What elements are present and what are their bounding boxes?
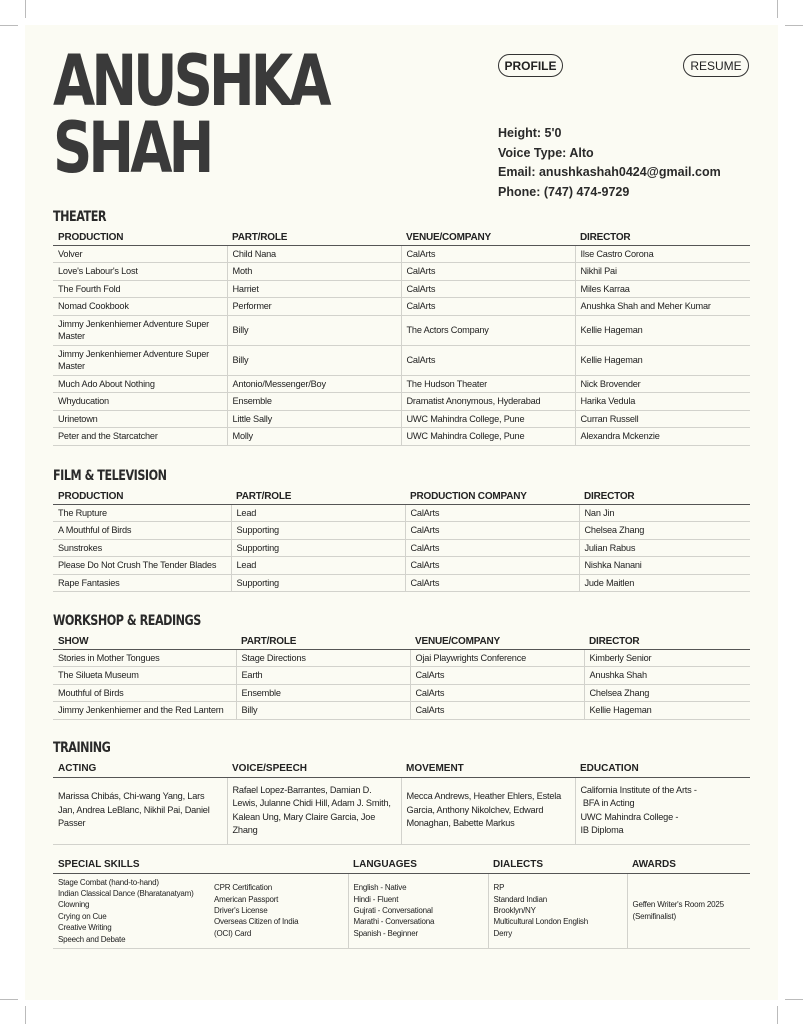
list-item: Derry <box>493 928 513 938</box>
list-item: (Semifinalist) <box>632 911 676 921</box>
table-cell: Little Sally <box>227 410 401 428</box>
workshop-header-row <box>53 634 750 649</box>
movement-teachers: Mecca Andrews, Heather Ehlers, Estela Garcia, Anthony Nikolchev, Edward Monaghan, Babette Markus <box>401 777 575 844</box>
table-cell: Please Do Not Crush The Tender Blades <box>53 557 231 575</box>
table-cell: Stories in Mother Tongues <box>53 649 236 667</box>
table-cell: Supporting <box>231 574 405 592</box>
table-cell: Harriet <box>227 280 401 298</box>
crop-mark <box>785 999 803 1000</box>
table-cell: CalArts <box>405 504 579 522</box>
col-header: DIRECTOR <box>584 634 750 649</box>
table-cell: The Rupture <box>53 504 231 522</box>
table-cell: Earth <box>236 667 410 685</box>
training-title: TRAINING <box>53 740 111 756</box>
table-cell: Kellie Hageman <box>575 345 750 375</box>
crop-mark <box>0 999 18 1000</box>
table-cell: Love's Labour's Lost <box>53 263 227 281</box>
film-header-row <box>53 489 750 504</box>
awards-list <box>627 873 750 948</box>
table-row <box>53 345 750 375</box>
training-row <box>53 777 750 844</box>
list-item: Multicultural London English <box>493 917 588 927</box>
table-cell: CalArts <box>401 245 575 263</box>
col-header: MOVEMENT <box>401 761 575 777</box>
table-cell: Ilse Castro Corona <box>575 245 750 263</box>
list-item: English - Native <box>353 883 407 893</box>
table-cell: Rape Fantasies <box>53 574 231 592</box>
table-row <box>53 702 750 720</box>
acting-teachers: Marissa Chibás, Chi-wang Yang, Lars Jan, Andrea LeBlanc, Nikhil Pai, Daniel Passer <box>53 777 227 844</box>
col-header: PART/ROLE <box>231 489 405 504</box>
list-item: Creative Writing <box>58 923 112 933</box>
table-cell: Anushka Shah and Meher Kumar <box>575 298 750 316</box>
crop-mark <box>777 0 778 18</box>
workshop-table <box>53 634 750 720</box>
table-cell: CalArts <box>405 539 579 557</box>
table-cell: Child Nana <box>227 245 401 263</box>
crop-mark <box>25 0 26 18</box>
table-cell: Urinetown <box>53 410 227 428</box>
table-row <box>53 410 750 428</box>
education-list <box>575 777 750 844</box>
col-header: ACTING <box>53 761 227 777</box>
table-cell: CalArts <box>401 263 575 281</box>
crop-mark <box>785 25 803 26</box>
col-header: VENUE/COMPANY <box>410 634 584 649</box>
list-item: Overseas Citizen of India <box>214 917 299 927</box>
table-cell: Moth <box>227 263 401 281</box>
col-header: SHOW <box>53 634 236 649</box>
table-cell: Supporting <box>231 539 405 557</box>
table-cell: Ensemble <box>236 684 410 702</box>
list-item: Gujrati - Conversational <box>353 906 433 916</box>
table-cell: Jimmy Jenkenhiemer Adventure Super Master <box>53 315 227 345</box>
table-row <box>53 539 750 557</box>
table-row <box>53 649 750 667</box>
table-cell: Nick Brovender <box>575 375 750 393</box>
table-cell: Nikhil Pai <box>575 263 750 281</box>
table-cell: Jimmy Jenkenhiemer Adventure Super Master <box>53 345 227 375</box>
table-row <box>53 684 750 702</box>
table-cell: CalArts <box>410 702 584 720</box>
resume-button[interactable]: RESUME <box>683 54 749 77</box>
table-cell: Curran Russell <box>575 410 750 428</box>
table-cell: Lead <box>231 557 405 575</box>
table-cell: Julian Rabus <box>579 539 750 557</box>
skills-list <box>53 873 209 948</box>
extras-header-row <box>53 857 750 873</box>
list-item: Clowning <box>58 900 90 910</box>
table-cell: Lead <box>231 504 405 522</box>
list-item: Driver's License <box>214 906 268 916</box>
skills-list-2 <box>209 873 348 948</box>
voice-type-text: Voice Type: Alto <box>498 145 594 160</box>
table-cell: Ensemble <box>227 393 401 411</box>
table-cell: CalArts <box>410 667 584 685</box>
languages-list <box>348 873 488 948</box>
col-header: VENUE/COMPANY <box>401 230 575 245</box>
table-cell: CalArts <box>405 574 579 592</box>
education-line: IB Diploma <box>580 825 624 835</box>
list-item: American Passport <box>214 894 279 904</box>
col-header: EDUCATION <box>575 761 750 777</box>
table-cell: Billy <box>227 315 401 345</box>
table-cell: Nan Jin <box>579 504 750 522</box>
crop-mark <box>777 1006 778 1024</box>
table-cell: The Hudson Theater <box>401 375 575 393</box>
col-header: PRODUCTION <box>53 230 227 245</box>
crop-mark <box>25 1006 26 1024</box>
table-cell: Antonio/Messenger/Boy <box>227 375 401 393</box>
table-cell: CalArts <box>401 298 575 316</box>
table-row <box>53 315 750 345</box>
film-table <box>53 489 750 592</box>
col-header: PART/ROLE <box>227 230 401 245</box>
table-cell: Much Ado About Nothing <box>53 375 227 393</box>
table-cell: Supporting <box>231 522 405 540</box>
table-cell: Chelsea Zhang <box>584 684 750 702</box>
list-item: Brooklyn/NY <box>493 906 536 916</box>
table-cell: Mouthful of Birds <box>53 684 236 702</box>
theater-title: THEATER <box>53 209 107 225</box>
table-row <box>53 393 750 411</box>
table-cell: Billy <box>227 345 401 375</box>
table-row <box>53 245 750 263</box>
list-item: Hindi - Fluent <box>353 894 399 904</box>
table-cell: The Silueta Museum <box>53 667 236 685</box>
table-row <box>53 522 750 540</box>
table-row <box>53 557 750 575</box>
table-cell: Kellie Hageman <box>575 315 750 345</box>
languages-header: LANGUAGES <box>348 857 488 873</box>
list-item: Speech and Debate <box>58 934 126 944</box>
list-item: Geffen Writer's Room 2025 <box>632 900 724 910</box>
height-text: Height: 5'0 <box>498 126 562 140</box>
theater-header-row <box>53 230 750 245</box>
table-cell: A Mouthful of Birds <box>53 522 231 540</box>
col-header: DIRECTOR <box>579 489 750 504</box>
list-item: Crying on Cue <box>58 911 107 921</box>
table-cell: Alexandra Mckenzie <box>575 428 750 446</box>
email-text[interactable]: Email: anushkashah0424@gmail.com <box>498 165 721 179</box>
table-cell: Molly <box>227 428 401 446</box>
list-item: Standard Indian <box>493 894 547 904</box>
table-row <box>53 574 750 592</box>
table-cell: Harika Vedula <box>575 393 750 411</box>
table-cell: UWC Mahindra College, Pune <box>401 410 575 428</box>
education-line: UWC Mahindra College - <box>580 811 679 822</box>
profile-button[interactable]: PROFILE <box>498 54 563 77</box>
education-line: California Institute of the Arts - <box>580 784 697 795</box>
table-row <box>53 298 750 316</box>
voice-teachers: Rafael Lopez-Barrantes, Damian D. Lewis, Julanne Chidi Hill, Adam J. Smith, Kalean Ung, Mary Claire Garcia, Joe Zhang <box>227 777 401 844</box>
table-row <box>53 375 750 393</box>
table-cell: Stage Directions <box>236 649 410 667</box>
extras-row <box>53 873 750 948</box>
crop-mark <box>0 25 18 26</box>
table-cell: Miles Karraa <box>575 280 750 298</box>
table-cell: The Actors Company <box>401 315 575 345</box>
col-header: VOICE/SPEECH <box>227 761 401 777</box>
skills-header: SPECIAL SKILLS <box>53 857 348 873</box>
name-first: ANUSHKA <box>53 40 328 122</box>
name-last: SHAH <box>53 107 211 189</box>
table-row <box>53 263 750 281</box>
table-cell: CalArts <box>410 684 584 702</box>
list-item: RP <box>493 883 505 893</box>
dialects-list <box>488 873 627 948</box>
extras-table <box>53 857 750 949</box>
list-item: Marathi - Conversationa <box>353 917 435 927</box>
table-cell: CalArts <box>405 557 579 575</box>
list-item: Indian Classical Dance (Bharatanatyam) <box>58 888 194 898</box>
table-cell: Ojai Playwrights Conference <box>410 649 584 667</box>
contact-info <box>498 124 721 202</box>
training-table <box>53 761 750 845</box>
table-row <box>53 504 750 522</box>
list-item: Spanish - Beginner <box>353 928 418 938</box>
table-row <box>53 428 750 446</box>
table-cell: Performer <box>227 298 401 316</box>
table-row <box>53 280 750 298</box>
phone-text[interactable]: Phone: (747) 474-9729 <box>498 184 630 199</box>
actor-name <box>53 40 328 189</box>
table-cell: Jude Maitlen <box>579 574 750 592</box>
theater-table <box>53 230 750 446</box>
table-cell: Volver <box>53 245 227 263</box>
film-title: FILM & TELEVISION <box>53 468 167 484</box>
table-cell: Kellie Hageman <box>584 702 750 720</box>
table-cell: CalArts <box>401 345 575 375</box>
table-cell: UWC Mahindra College, Pune <box>401 428 575 446</box>
table-cell: Kimberly Senior <box>584 649 750 667</box>
table-cell: Anushka Shah <box>584 667 750 685</box>
col-header: PRODUCTION <box>53 489 231 504</box>
workshop-title: WORKSHOP & READINGS <box>53 613 201 629</box>
table-cell: Peter and the Starcatcher <box>53 428 227 446</box>
education-line: BFA in Acting <box>580 798 635 808</box>
dialects-header: DIALECTS <box>488 857 627 873</box>
table-cell: Nishka Nanani <box>579 557 750 575</box>
table-cell: CalArts <box>405 522 579 540</box>
table-cell: Jimmy Jenkenhiemer and the Red Lantern <box>53 702 236 720</box>
list-item: (OCI) Card <box>214 928 252 938</box>
awards-header: AWARDS <box>627 857 750 873</box>
table-cell: Nomad Cookbook <box>53 298 227 316</box>
col-header: DIRECTOR <box>575 230 750 245</box>
table-cell: CalArts <box>401 280 575 298</box>
table-cell: Billy <box>236 702 410 720</box>
table-cell: Dramatist Anonymous, Hyderabad <box>401 393 575 411</box>
col-header: PART/ROLE <box>236 634 410 649</box>
table-cell: Sunstrokes <box>53 539 231 557</box>
table-cell: The Fourth Fold <box>53 280 227 298</box>
training-header-row <box>53 761 750 777</box>
list-item: CPR Certification <box>214 883 272 893</box>
col-header: PRODUCTION COMPANY <box>405 489 579 504</box>
table-row <box>53 667 750 685</box>
table-cell: Chelsea Zhang <box>579 522 750 540</box>
table-cell: Whyducation <box>53 393 227 411</box>
list-item: Stage Combat (hand-to-hand) <box>58 877 159 887</box>
